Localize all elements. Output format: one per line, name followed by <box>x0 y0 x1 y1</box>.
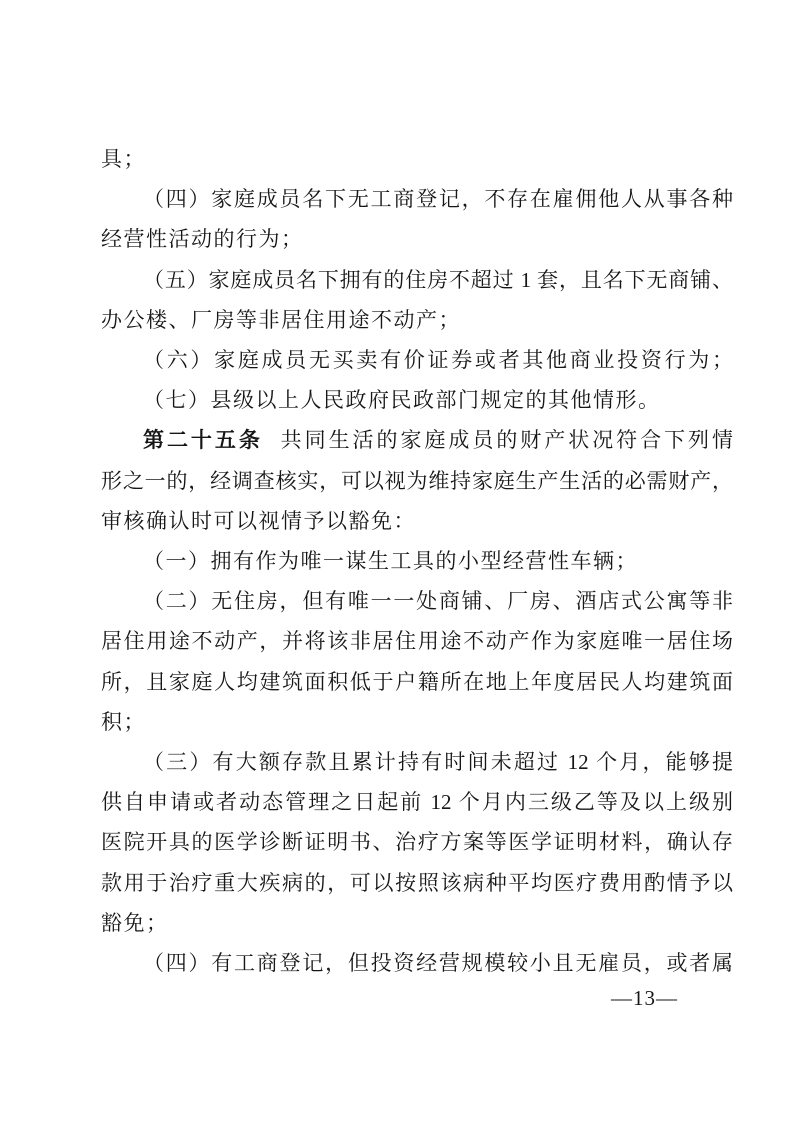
document-line: （二）无住房，但有唯一一处商铺、厂房、酒店式公寓等非 <box>143 589 733 614</box>
document-line: （四）有工商登记，但投资经营规模较小且无雇员，或者属 <box>143 951 733 976</box>
document-line: （四）家庭成员名下无工商登记，不存在雇佣他人从事各种 <box>143 187 733 212</box>
document-line: 居住用途不动产，并将该非居住用途不动产作为家庭唯一居住场 <box>101 629 733 654</box>
article-heading-text: 共同生活的家庭成员的财产状况符合下列情 <box>280 428 734 453</box>
document-line: （五）家庭成员名下拥有的住房不超过 1 套，且名下无商铺、 <box>143 267 733 292</box>
document-line: （六）家庭成员无买卖有价证券或者其他商业投资行为； <box>143 348 733 373</box>
document-line: 医院开具的医学诊断证明书、治疗方案等医学证明材料，确认存 <box>101 830 733 855</box>
document-line: 豁免； <box>101 910 169 935</box>
document-line: （三）有大额存款且累计持有时间未超过 12 个月，能够提 <box>143 750 733 775</box>
article-heading-line <box>101 420 733 460</box>
document-line: 供自申请或者动态管理之日起前 12 个月内三级乙等及以上级别 <box>101 790 733 815</box>
document-line: 所，且家庭人均建筑面积低于户籍所在地上年度居民人均建筑面 <box>101 669 733 694</box>
document-line: （七）县级以上人民政府民政部门规定的其他情形。 <box>143 388 661 413</box>
document-line: 审核确认时可以视情予以豁免： <box>101 508 416 533</box>
document-line: 款用于治疗重大疾病的，可以按照该病种平均医疗费用酌情予以 <box>101 870 733 895</box>
document-body <box>101 139 733 983</box>
page-number: —13— <box>611 986 678 1010</box>
document-line: 经营性活动的行为； <box>101 227 304 252</box>
article-number: 第二十五条 <box>143 428 263 453</box>
document-line: 形之一的，经调查核实，可以视为维持家庭生产生活的必需财产， <box>101 468 733 493</box>
document-line: 积； <box>101 709 146 734</box>
document-line: 具； <box>101 147 146 171</box>
document-line: 办公楼、厂房等非居住用途不动产； <box>101 307 461 332</box>
document-line: （一）拥有作为唯一谋生工具的小型经营性车辆； <box>143 549 638 574</box>
